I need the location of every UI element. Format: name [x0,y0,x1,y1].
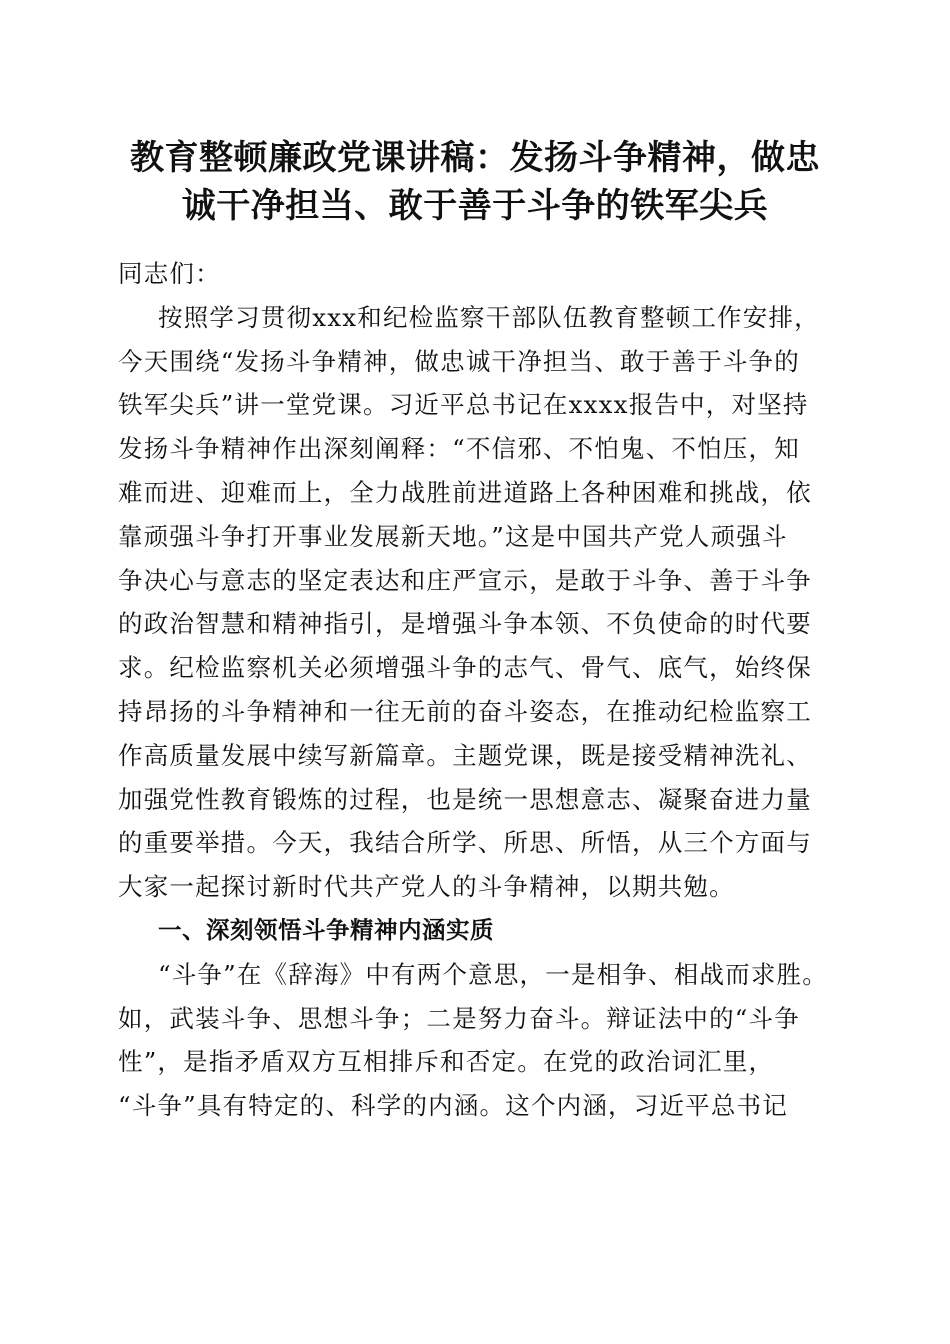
paragraph-line: 难而进、迎难而上，全力战胜前进道路上各种困难和挑战，依 [118,477,812,507]
paragraph-line: 加强党性教育锻炼的过程，也是统一思想意志、凝聚奋进力量 [118,784,812,814]
paragraph-line: 今天围绕“发扬斗争精神，做忠诚干净担当、敢于善于斗争的 [118,346,800,376]
paragraph-line: 的重要举措。今天，我结合所学、所思、所悟，从三个方面与 [118,828,812,858]
title-line-2: 诚干净担当、敢于善于斗争的铁军尖兵 [181,186,769,226]
paragraph-line: 作高质量发展中续写新篇章。主题党课，既是接受精神洗礼、 [118,740,812,770]
paragraph-line: 求。纪检监察机关必须增强斗争的志气、骨气、底气，始终保 [118,653,812,683]
paragraph-line: 发扬斗争精神作出深刻阐释：“不信邪、不怕鬼、不怕压，知 [118,434,800,464]
title-line-1: 教育整顿廉政党课讲稿：发扬斗争精神，做忠 [130,138,820,178]
section-heading: 一、深刻领悟斗争精神内涵实质 [158,915,494,944]
paragraph-line: “斗争”具有特定的、科学的内涵。这个内涵，习近平总书记 [118,1091,788,1121]
paragraph-line: 大家一起探讨新时代共产党人的斗争精神，以期共勉。 [118,872,735,902]
paragraph-line: 按照学习贯彻xxx和纪检监察干部队伍教育整顿工作安排， [158,302,820,332]
paragraph-line: 性”，是指矛盾双方互相排斥和否定。在党的政治词汇里， [118,1047,775,1077]
document-body [118,252,828,1128]
paragraph-line: “斗争”在《辞海》中有两个意思，一是相争、相战而求胜。 [158,959,828,989]
paragraph-line: 铁军尖兵”讲一堂党课。习近平总书记在xxxx报告中，对坚持 [118,390,809,420]
paragraph-line: 如，武装斗争、思想斗争；二是努力奋斗。辩证法中的“斗争 [118,1003,800,1033]
paragraph-line: 持昂扬的斗争精神和一往无前的奋斗姿态，在推动纪检监察工 [118,696,812,726]
paragraph-line: 的政治智慧和精神指引，是增强斗争本领、不负使命的时代要 [118,609,812,639]
document-title [90,134,860,230]
salutation: 同志们： [118,259,221,288]
paragraph-line: 靠顽强斗争打开事业发展新天地。”这是中国共产党人顽强斗 [118,521,788,551]
paragraph-line: 争决心与意志的坚定表达和庄严宣示，是敢于斗争、善于斗争 [118,565,812,595]
